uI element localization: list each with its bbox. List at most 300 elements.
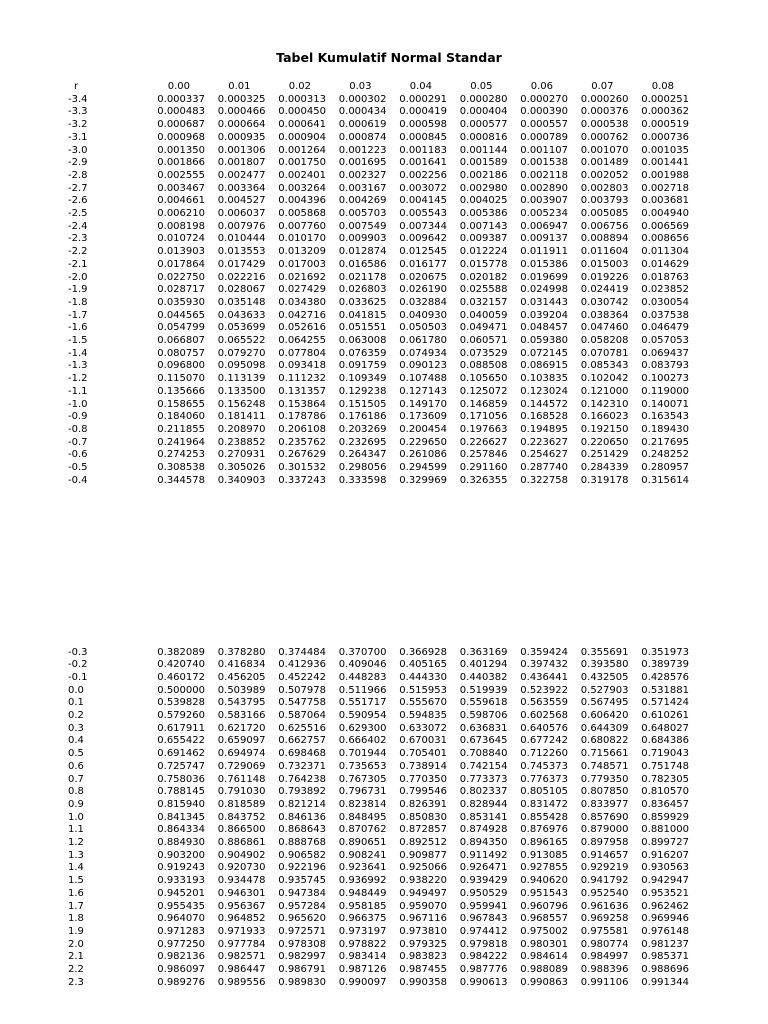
probability-cell: 0.621720 xyxy=(217,722,266,734)
probability-cell: 0.881000 xyxy=(641,824,689,836)
probability-cell: 0.448283 xyxy=(338,671,387,683)
probability-cell: 0.000762 xyxy=(580,131,629,143)
header-cell: 0.05 xyxy=(470,81,493,92)
z-value-cell: -2.8 xyxy=(68,169,88,181)
z-value-cell: 0.4 xyxy=(68,735,84,747)
probability-cell: 0.000968 xyxy=(157,131,205,143)
table-row xyxy=(62,437,689,450)
probability-cell: 0.791030 xyxy=(217,786,266,798)
probability-cell: 0.986097 xyxy=(157,964,205,976)
probability-cell: 0.855428 xyxy=(520,811,568,823)
probability-cell: 0.021692 xyxy=(278,271,326,283)
probability-cell: 0.927855 xyxy=(520,862,568,874)
probability-cell: 0.742154 xyxy=(459,760,508,772)
probability-cell: 0.949497 xyxy=(399,887,447,899)
probability-cell: 0.232695 xyxy=(338,436,387,448)
probability-cell: 0.948449 xyxy=(338,887,387,899)
probability-cell: 0.037538 xyxy=(641,309,689,321)
probability-cell: 0.440382 xyxy=(459,671,508,683)
probability-cell: 0.049471 xyxy=(459,322,508,334)
probability-cell: 0.002477 xyxy=(217,169,266,181)
table-row xyxy=(62,735,689,748)
probability-cell: 0.241964 xyxy=(157,436,205,448)
probability-cell: 0.009642 xyxy=(399,233,447,245)
probability-cell: 0.060571 xyxy=(459,335,508,347)
probability-cell: 0.989556 xyxy=(217,976,266,988)
z-value-cell: 1.6 xyxy=(68,887,84,899)
probability-cell: 0.908241 xyxy=(338,849,387,861)
probability-cell: 0.017864 xyxy=(157,258,205,270)
probability-cell: 0.007760 xyxy=(278,220,326,232)
table-row xyxy=(62,335,689,348)
probability-cell: 0.264347 xyxy=(338,449,387,461)
z-value-cell: -0.8 xyxy=(68,423,88,435)
probability-cell: 0.003467 xyxy=(157,182,205,194)
probability-cell: 0.000483 xyxy=(157,106,205,118)
probability-cell: 0.086915 xyxy=(520,360,568,372)
table-row xyxy=(62,310,689,323)
probability-cell: 0.828944 xyxy=(459,798,508,810)
probability-cell: 0.093418 xyxy=(278,360,326,372)
table-row xyxy=(62,246,689,259)
probability-cell: 0.010444 xyxy=(217,233,266,245)
header-cell: 0.01 xyxy=(228,81,251,92)
probability-cell: 0.989276 xyxy=(157,976,205,988)
z-value-cell: -2.7 xyxy=(68,182,88,194)
table-row xyxy=(62,411,689,424)
probability-cell: 0.751748 xyxy=(641,760,689,772)
probability-cell: 0.000390 xyxy=(520,106,568,118)
probability-cell: 0.571424 xyxy=(641,697,689,709)
probability-cell: 0.344578 xyxy=(157,474,205,486)
probability-cell: 0.040059 xyxy=(459,309,508,321)
probability-cell: 0.984222 xyxy=(459,951,508,963)
probability-cell: 0.002256 xyxy=(399,169,447,181)
probability-cell: 0.200454 xyxy=(399,423,447,435)
probability-cell: 0.080757 xyxy=(157,347,205,359)
probability-cell: 0.782305 xyxy=(641,773,689,785)
probability-cell: 0.680822 xyxy=(580,735,629,747)
probability-cell: 0.102042 xyxy=(580,373,629,385)
probability-cell: 0.005386 xyxy=(459,208,508,220)
header-cell: 0.06 xyxy=(530,81,553,92)
probability-cell: 0.000466 xyxy=(217,106,266,118)
probability-cell: 0.966375 xyxy=(338,913,387,925)
probability-cell: 0.000419 xyxy=(399,106,447,118)
probability-cell: 0.319178 xyxy=(580,474,629,486)
probability-cell: 0.000935 xyxy=(217,131,266,143)
header-cell: 0.04 xyxy=(409,81,432,92)
probability-cell: 0.149170 xyxy=(399,398,447,410)
z-value-cell: 0.8 xyxy=(68,786,84,798)
probability-cell: 0.001183 xyxy=(399,144,447,156)
table-body-bottom xyxy=(62,647,689,990)
z-value-cell: -0.1 xyxy=(68,671,88,683)
table-row xyxy=(62,774,689,787)
probability-cell: 0.144572 xyxy=(520,398,568,410)
table-row xyxy=(62,475,689,488)
probability-cell: 0.127143 xyxy=(399,385,447,397)
probability-cell: 0.083793 xyxy=(641,360,689,372)
table-row xyxy=(62,799,689,812)
probability-cell: 0.000538 xyxy=(580,119,629,131)
probability-cell: 0.796731 xyxy=(338,786,387,798)
probability-cell: 0.805105 xyxy=(520,786,568,798)
header-cell: 0.07 xyxy=(591,81,614,92)
probability-cell: 0.022216 xyxy=(217,271,266,283)
probability-cell: 0.355691 xyxy=(580,646,629,658)
probability-cell: 0.009137 xyxy=(520,233,568,245)
table-row xyxy=(62,723,689,736)
probability-cell: 0.027429 xyxy=(278,284,326,296)
probability-cell: 0.000260 xyxy=(580,93,629,105)
probability-cell: 0.551717 xyxy=(338,697,387,709)
table-row xyxy=(62,399,689,412)
probability-cell: 0.363169 xyxy=(459,646,508,658)
header-cell: r xyxy=(74,81,79,92)
probability-cell: 0.890651 xyxy=(338,837,387,849)
z-value-cell: -1.1 xyxy=(68,385,88,397)
probability-cell: 0.990358 xyxy=(399,976,447,988)
probability-cell: 0.452242 xyxy=(278,671,326,683)
probability-cell: 0.960796 xyxy=(520,900,568,912)
probability-cell: 0.859929 xyxy=(641,811,689,823)
probability-cell: 0.967843 xyxy=(459,913,508,925)
probability-cell: 0.563559 xyxy=(520,697,568,709)
table-row xyxy=(62,386,689,399)
probability-cell: 0.001866 xyxy=(157,157,205,169)
probability-cell: 0.968557 xyxy=(520,913,568,925)
probability-cell: 0.103835 xyxy=(520,373,568,385)
probability-cell: 0.047460 xyxy=(580,322,629,334)
probability-cell: 0.872857 xyxy=(399,824,447,836)
probability-cell: 0.831472 xyxy=(520,798,568,810)
z-value-cell: 2.2 xyxy=(68,964,84,976)
probability-cell: 0.815940 xyxy=(157,798,205,810)
probability-cell: 0.203269 xyxy=(338,423,387,435)
probability-cell: 0.035148 xyxy=(217,296,266,308)
probability-cell: 0.988089 xyxy=(520,964,568,976)
probability-cell: 0.708840 xyxy=(459,748,508,760)
probability-cell: 0.500000 xyxy=(157,684,205,696)
probability-cell: 0.956367 xyxy=(217,900,266,912)
header-cell: 0.08 xyxy=(651,81,674,92)
probability-cell: 0.701944 xyxy=(338,748,387,760)
probability-cell: 0.003793 xyxy=(580,195,629,207)
probability-cell: 0.194895 xyxy=(520,423,568,435)
probability-cell: 0.248252 xyxy=(641,449,689,461)
probability-cell: 0.001589 xyxy=(459,157,508,169)
z-value-cell: 0.1 xyxy=(68,697,84,709)
probability-cell: 0.953521 xyxy=(641,887,689,899)
probability-cell: 0.975002 xyxy=(520,925,568,937)
probability-cell: 0.906582 xyxy=(278,849,326,861)
probability-cell: 0.971283 xyxy=(157,925,205,937)
probability-cell: 0.043633 xyxy=(217,309,266,321)
probability-cell: 0.990097 xyxy=(338,976,387,988)
probability-cell: 0.064255 xyxy=(278,335,326,347)
probability-cell: 0.030742 xyxy=(580,296,629,308)
probability-cell: 0.977250 xyxy=(157,938,205,950)
probability-cell: 0.991344 xyxy=(641,976,689,988)
probability-cell: 0.926471 xyxy=(459,862,508,874)
probability-cell: 0.004269 xyxy=(338,195,387,207)
probability-cell: 0.870762 xyxy=(338,824,387,836)
probability-cell: 0.833977 xyxy=(580,798,629,810)
probability-cell: 0.022750 xyxy=(157,271,205,283)
probability-cell: 0.006210 xyxy=(157,208,205,220)
probability-cell: 0.543795 xyxy=(217,697,266,709)
probability-cell: 0.959941 xyxy=(459,900,508,912)
probability-cell: 0.980774 xyxy=(580,938,629,950)
probability-cell: 0.129238 xyxy=(338,385,387,397)
probability-cell: 0.254627 xyxy=(520,449,568,461)
probability-cell: 0.002401 xyxy=(278,169,326,181)
probability-cell: 0.095098 xyxy=(217,360,266,372)
probability-cell: 0.019226 xyxy=(580,271,629,283)
table-row xyxy=(62,748,689,761)
probability-cell: 0.107488 xyxy=(399,373,447,385)
z-value-cell: 0.7 xyxy=(68,773,84,785)
z-value-cell: -0.2 xyxy=(68,659,88,671)
z-value-cell: -1.3 xyxy=(68,360,88,372)
probability-cell: 0.189430 xyxy=(641,423,689,435)
probability-cell: 0.967116 xyxy=(399,913,447,925)
probability-cell: 0.146859 xyxy=(459,398,508,410)
probability-cell: 0.000687 xyxy=(157,119,205,131)
table-row xyxy=(62,926,689,939)
probability-cell: 0.005703 xyxy=(338,208,387,220)
probability-cell: 0.052616 xyxy=(278,322,326,334)
z-value-cell: 1.5 xyxy=(68,875,84,887)
probability-cell: 0.287740 xyxy=(520,462,568,474)
probability-cell: 0.715661 xyxy=(580,748,629,760)
probability-cell: 0.291160 xyxy=(459,462,508,474)
probability-cell: 0.951543 xyxy=(520,887,568,899)
probability-cell: 0.378280 xyxy=(217,646,266,658)
probability-cell: 0.018763 xyxy=(641,271,689,283)
z-value-cell: -3.3 xyxy=(68,106,88,118)
probability-cell: 0.333598 xyxy=(338,474,387,486)
z-value-cell: 0.5 xyxy=(68,748,84,760)
table-row xyxy=(62,697,689,710)
table-row xyxy=(62,132,689,145)
probability-cell: 0.945201 xyxy=(157,887,205,899)
probability-cell: 0.007143 xyxy=(459,220,508,232)
probability-cell: 0.539828 xyxy=(157,697,205,709)
table-row xyxy=(62,322,689,335)
probability-cell: 0.503989 xyxy=(217,684,266,696)
z-value-cell: 0.3 xyxy=(68,722,84,734)
probability-cell: 0.001070 xyxy=(580,144,629,156)
probability-cell: 0.079270 xyxy=(217,347,266,359)
probability-cell: 0.846136 xyxy=(278,811,326,823)
probability-cell: 0.977784 xyxy=(217,938,266,950)
z-value-cell: -3.1 xyxy=(68,131,88,143)
z-value-cell: 1.4 xyxy=(68,862,84,874)
probability-cell: 0.389739 xyxy=(641,659,689,671)
z-value-cell: -0.3 xyxy=(68,646,88,658)
z-value-cell: 0.6 xyxy=(68,760,84,772)
table-row xyxy=(62,259,689,272)
z-value-cell: -2.0 xyxy=(68,271,88,283)
probability-cell: 0.934478 xyxy=(217,875,266,887)
z-value-cell: -1.2 xyxy=(68,373,88,385)
probability-cell: 0.547758 xyxy=(278,697,326,709)
probability-cell: 0.238852 xyxy=(217,436,266,448)
probability-cell: 0.444330 xyxy=(399,671,447,683)
probability-cell: 0.802337 xyxy=(459,786,508,798)
probability-cell: 0.598706 xyxy=(459,710,508,722)
z-value-cell: -1.6 xyxy=(68,322,88,334)
probability-cell: 0.961636 xyxy=(580,900,629,912)
probability-cell: 0.903200 xyxy=(157,849,205,861)
probability-cell: 0.919243 xyxy=(157,862,205,874)
probability-cell: 0.987126 xyxy=(338,964,387,976)
table-row xyxy=(62,208,689,221)
probability-cell: 0.001807 xyxy=(217,157,266,169)
probability-cell: 0.913085 xyxy=(520,849,568,861)
table-row xyxy=(62,888,689,901)
probability-cell: 0.644309 xyxy=(580,722,629,734)
z-value-cell: -1.8 xyxy=(68,296,88,308)
probability-cell: 0.922196 xyxy=(278,862,326,874)
header-cell: 0.02 xyxy=(288,81,311,92)
probability-cell: 0.511966 xyxy=(338,684,387,696)
probability-cell: 0.261086 xyxy=(399,449,447,461)
probability-cell: 0.015778 xyxy=(459,258,508,270)
probability-cell: 0.000664 xyxy=(217,119,266,131)
probability-cell: 0.758036 xyxy=(157,773,205,785)
probability-cell: 0.208970 xyxy=(217,423,266,435)
probability-cell: 0.023852 xyxy=(641,284,689,296)
probability-cell: 0.038364 xyxy=(580,309,629,321)
table-row xyxy=(62,862,689,875)
probability-cell: 0.016586 xyxy=(338,258,387,270)
probability-cell: 0.003167 xyxy=(338,182,387,194)
probability-cell: 0.987776 xyxy=(459,964,508,976)
probability-cell: 0.001350 xyxy=(157,144,205,156)
table-row xyxy=(62,964,689,977)
probability-cell: 0.420740 xyxy=(157,659,205,671)
probability-cell: 0.904902 xyxy=(217,849,266,861)
probability-cell: 0.610261 xyxy=(641,710,689,722)
probability-cell: 0.088508 xyxy=(459,360,508,372)
probability-cell: 0.000577 xyxy=(459,119,508,131)
probability-cell: 0.142310 xyxy=(580,398,629,410)
probability-cell: 0.024998 xyxy=(520,284,568,296)
probability-cell: 0.916207 xyxy=(641,849,689,861)
probability-cell: 0.942947 xyxy=(641,875,689,887)
probability-cell: 0.070781 xyxy=(580,347,629,359)
probability-cell: 0.412936 xyxy=(278,659,326,671)
probability-cell: 0.013903 xyxy=(157,246,205,258)
probability-cell: 0.567495 xyxy=(580,697,629,709)
probability-cell: 0.729069 xyxy=(217,760,266,772)
probability-cell: 0.308538 xyxy=(157,462,205,474)
probability-cell: 0.006037 xyxy=(217,208,266,220)
probability-cell: 0.823814 xyxy=(338,798,387,810)
probability-cell: 0.001035 xyxy=(641,144,689,156)
table-row xyxy=(62,221,689,234)
probability-cell: 0.779350 xyxy=(580,773,629,785)
probability-cell: 0.000450 xyxy=(278,106,326,118)
probability-cell: 0.776373 xyxy=(520,773,568,785)
probability-cell: 0.072145 xyxy=(520,347,568,359)
probability-cell: 0.957284 xyxy=(278,900,326,912)
z-value-cell: 1.1 xyxy=(68,824,84,836)
probability-cell: 0.305026 xyxy=(217,462,266,474)
probability-cell: 0.409046 xyxy=(338,659,387,671)
probability-cell: 0.000325 xyxy=(217,93,266,105)
probability-cell: 0.041815 xyxy=(338,309,387,321)
table-row xyxy=(62,106,689,119)
probability-cell: 0.899727 xyxy=(641,837,689,849)
probability-cell: 0.206108 xyxy=(278,423,326,435)
table-row xyxy=(62,977,689,990)
probability-cell: 0.940620 xyxy=(520,875,568,887)
probability-cell: 0.894350 xyxy=(459,837,508,849)
probability-cell: 0.034380 xyxy=(278,296,326,308)
probability-cell: 0.270931 xyxy=(217,449,266,461)
probability-cell: 0.021178 xyxy=(338,271,387,283)
probability-cell: 0.979818 xyxy=(459,938,508,950)
probability-cell: 0.914657 xyxy=(580,849,629,861)
probability-cell: 0.810570 xyxy=(641,786,689,798)
probability-cell: 0.979325 xyxy=(399,938,447,950)
table-row xyxy=(62,360,689,373)
table-row xyxy=(62,647,689,660)
probability-cell: 0.983823 xyxy=(399,951,447,963)
table-row xyxy=(62,145,689,158)
probability-cell: 0.988396 xyxy=(580,964,629,976)
probability-cell: 0.012545 xyxy=(399,246,447,258)
probability-cell: 0.073529 xyxy=(459,347,508,359)
probability-cell: 0.280957 xyxy=(641,462,689,474)
probability-cell: 0.857690 xyxy=(580,811,629,823)
z-value-cell: 0.9 xyxy=(68,798,84,810)
z-value-cell: 1.3 xyxy=(68,849,84,861)
probability-cell: 0.039204 xyxy=(520,309,568,321)
z-value-cell: 1.9 xyxy=(68,925,84,937)
table-row xyxy=(62,850,689,863)
probability-cell: 0.962462 xyxy=(641,900,689,912)
table-row xyxy=(62,183,689,196)
probability-cell: 0.735653 xyxy=(338,760,387,772)
probability-cell: 0.359424 xyxy=(520,646,568,658)
probability-cell: 0.000519 xyxy=(641,119,689,131)
probability-cell: 0.888768 xyxy=(278,837,326,849)
probability-cell: 0.226627 xyxy=(459,436,508,448)
probability-cell: 0.884930 xyxy=(157,837,205,849)
probability-cell: 0.370700 xyxy=(338,646,387,658)
probability-cell: 0.988696 xyxy=(641,964,689,976)
probability-cell: 0.063008 xyxy=(338,335,387,347)
probability-cell: 0.030054 xyxy=(641,296,689,308)
probability-cell: 0.031443 xyxy=(520,296,568,308)
probability-cell: 0.002980 xyxy=(459,182,508,194)
table-row xyxy=(62,462,689,475)
probability-cell: 0.006947 xyxy=(520,220,568,232)
probability-cell: 0.950529 xyxy=(459,887,508,899)
z-value-cell: 1.7 xyxy=(68,900,84,912)
cumulative-table-bottom xyxy=(62,647,689,990)
probability-cell: 0.990863 xyxy=(520,976,568,988)
table-row xyxy=(62,875,689,888)
probability-cell: 0.925066 xyxy=(399,862,447,874)
probability-cell: 0.004145 xyxy=(399,195,447,207)
probability-cell: 0.923641 xyxy=(338,862,387,874)
